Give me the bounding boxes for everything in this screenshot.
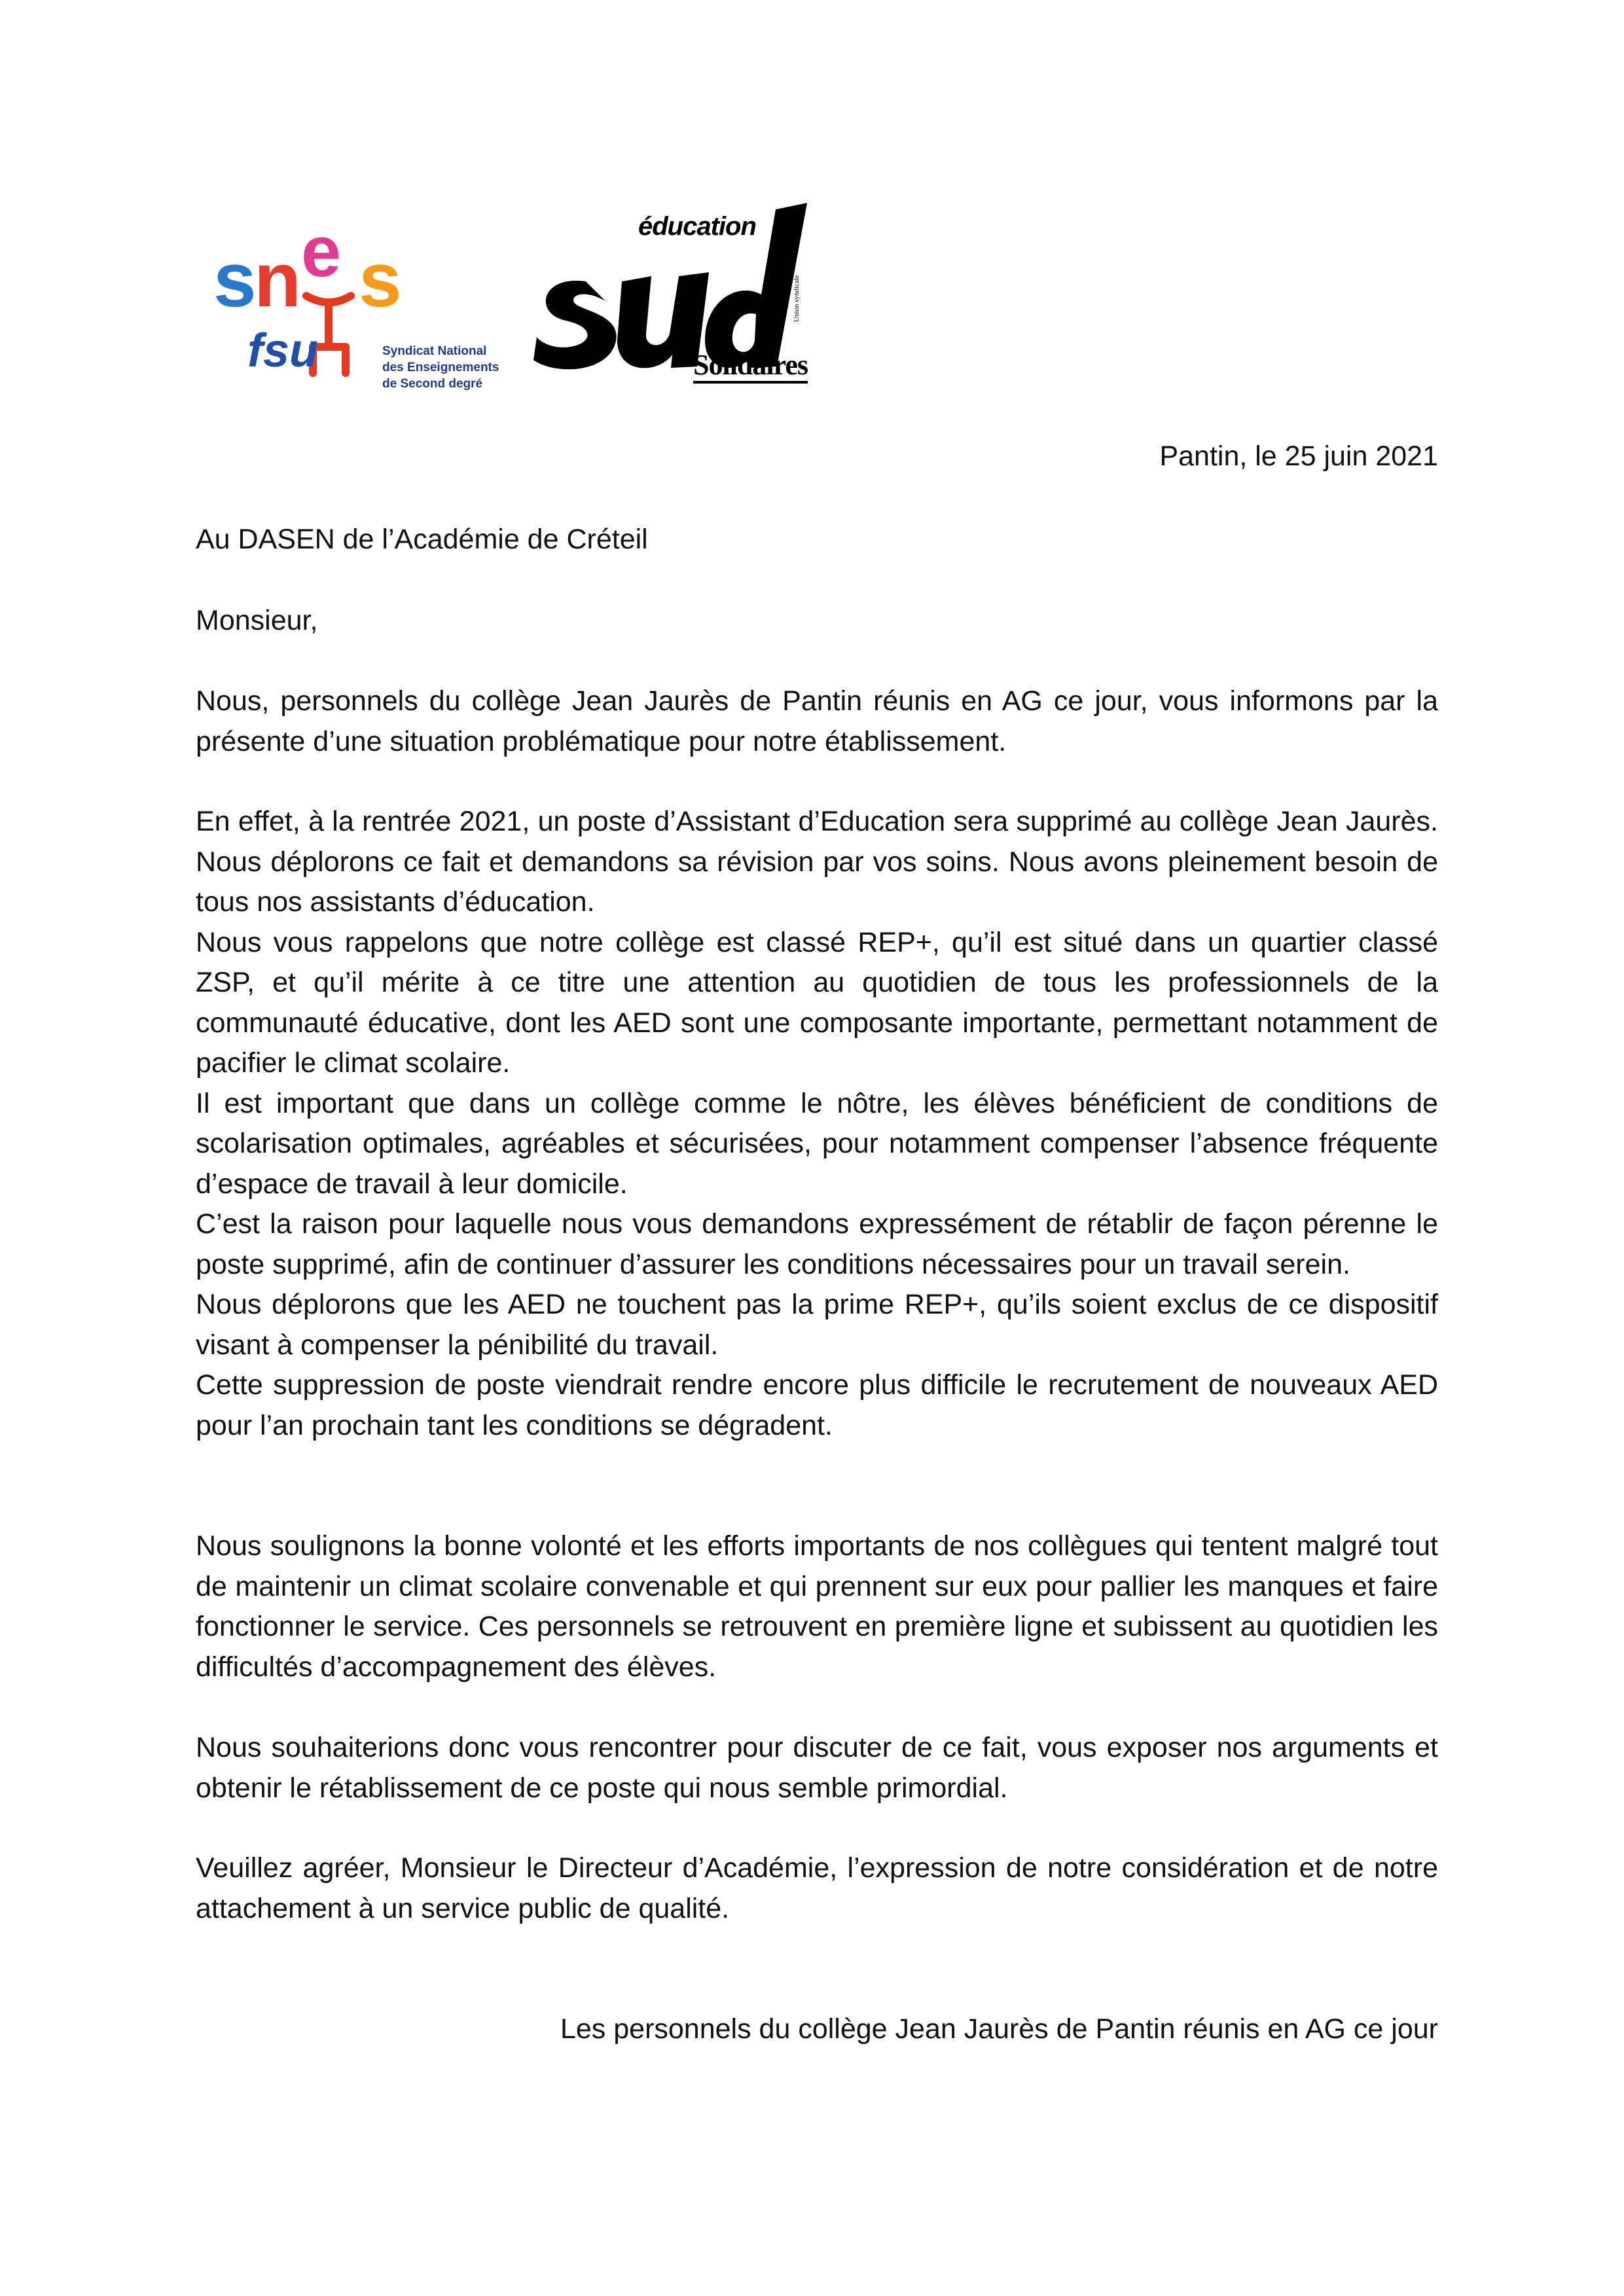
body-line: C’est la raison pour laquelle nous vous demandons expressément de rétablir de façon pérenne le poste supprimé, afin de continuer d’assurer les conditions nécessaires pour un travail serein. xyxy=(196,1208,1438,1280)
snes-subtitle-line: de Second degré xyxy=(382,377,483,391)
letter-paragraph-closing: Veuillez agréer, Monsieur le Directeur d’Académie, l’expression de notre considération et de notre attachement à un service public de qualité. xyxy=(196,1852,1438,1924)
snes-subtitle xyxy=(382,343,533,392)
letter-signature: Les personnels du collège Jean Jaurès de Pantin réunis en AG ce jour xyxy=(560,2013,1438,2045)
letter-paragraph-intro: Nous, personnels du collège Jean Jaurès de Pantin réunis en AG ce jour, vous informons par la présente d’une situation problématique pour notre établissement. xyxy=(196,685,1438,757)
snes-letter-n: n xyxy=(254,237,302,323)
letter-paragraph-meeting: Nous souhaiterions donc vous rencontrer pour discuter de ce fait, vous exposer nos arguments et obtenir le rétablissement de ce poste qui nous semble primordial. xyxy=(196,1732,1438,1804)
letter-paragraph-colleagues: Nous soulignons la bonne volonté et les efforts importants de nos collègues qui tentent malgré tout de maintenir un climat scolaire convenable et qui prennent sur eux pour pallier les manques et faire fonctionner le service. Ces personnels se retrouvent en première ligne et subissent au quotidien les difficultés d’accompagnement des élèves. xyxy=(196,1530,1438,1683)
sud-solidaires-label: Solidaires xyxy=(693,351,808,384)
sud-education-logo xyxy=(533,203,841,399)
snes-subtitle-line: Syndicat National xyxy=(382,344,487,358)
sud-union-label: Union syndicale xyxy=(793,275,801,322)
fsu-wordmark: fsu xyxy=(247,325,318,377)
letter-salutation: Monsieur, xyxy=(196,605,318,636)
sud-education-label: éducation xyxy=(638,212,756,241)
snes-fsu-logo xyxy=(208,236,522,393)
snes-letter-s2: s xyxy=(359,237,402,323)
body-line: Nous vous rappelons que notre collège est classé REP+, qu’il est situé dans un quartier classé ZSP, et qu’il mérite à ce titre une attention au quotidien de tous les professionnels de la communauté éducative, dont les AED sont une composante importante, permettant notamment de pacifier le climat scolaire. xyxy=(196,926,1438,1079)
letter-paragraph-body xyxy=(196,802,1438,1446)
body-line: En effet, à la rentrée 2021, un poste d’Assistant d’Education sera supprimé au collège Jean Jaurès. Nous déplorons ce fait et demandons sa révision par vos soins. Nous avons pleinement besoin de tous nos assistants d’éducation. xyxy=(196,806,1438,918)
body-line: Il est important que dans un collège comme le nôtre, les élèves bénéficient de conditions de scolarisation optimales, agréables et sécurisées, pour notamment compenser l’absence fréquente d’espace de travail à leur domicile. xyxy=(196,1087,1438,1200)
body-line: Nous déplorons que les AED ne touchent pas la prime REP+, qu’ils soient exclus de ce dispositif visant à compenser la pénibilité du travail. xyxy=(196,1289,1438,1361)
letter-date: Pantin, le 25 juin 2021 xyxy=(1159,440,1438,472)
snes-letter-e: e xyxy=(301,236,342,292)
body-line: Cette suppression de poste viendrait rendre encore plus difficile le recrutement de nouveaux AED pour l’an prochain tant les conditions se dégradent. xyxy=(196,1369,1438,1441)
snes-letter-s1: s xyxy=(213,237,257,323)
letter-recipient: Au DASEN de l’Académie de Créteil xyxy=(196,524,648,555)
snes-subtitle-line: des Enseignements xyxy=(382,361,499,374)
